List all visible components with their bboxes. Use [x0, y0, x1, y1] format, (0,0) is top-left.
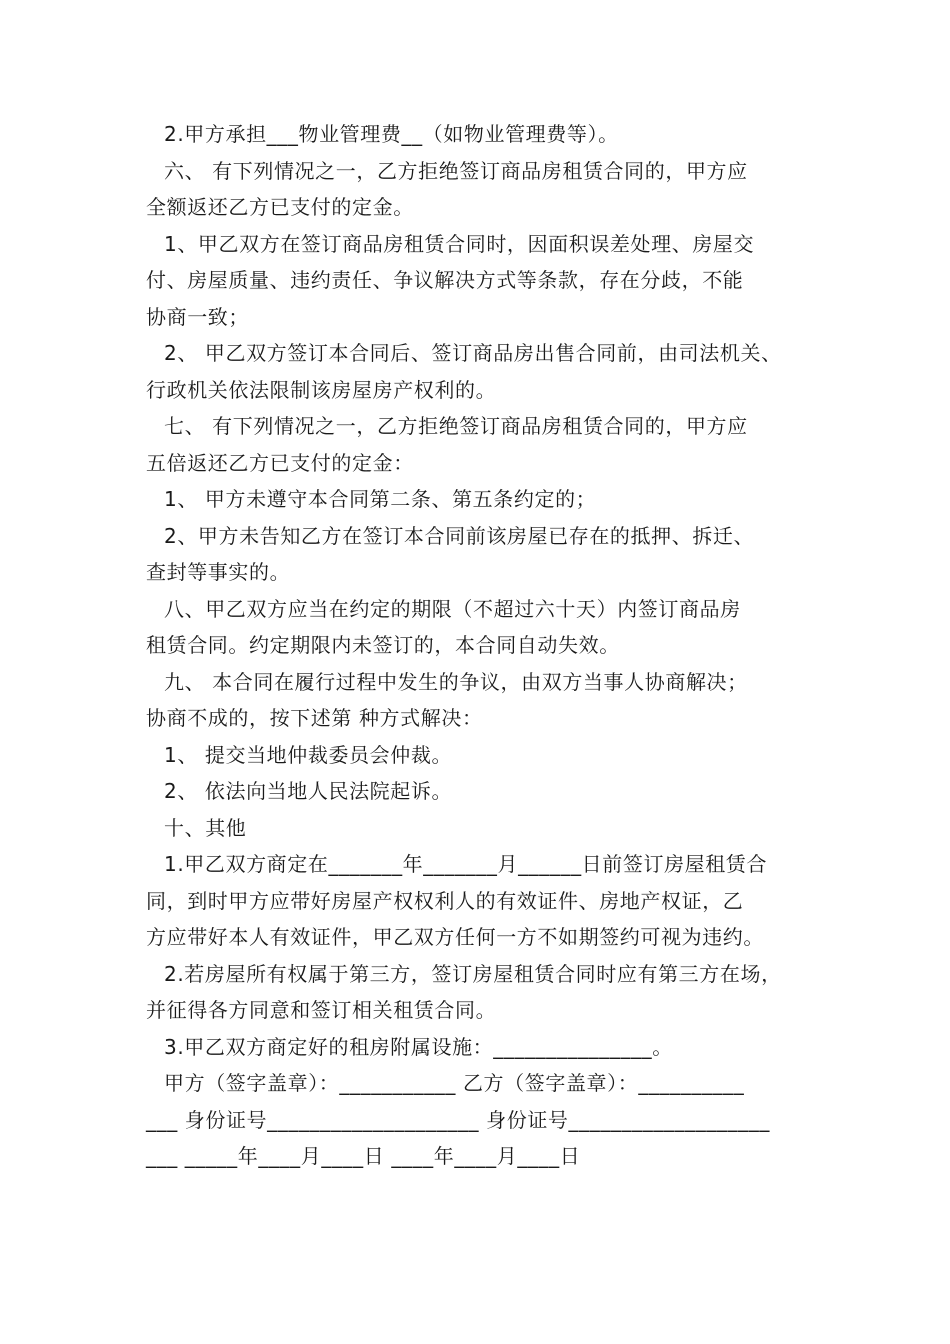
clause-9-line-1: 九、 本合同在履行过程中发生的争议，由双方当事人协商解决；	[164, 669, 748, 694]
clause-6-item-1-line-1: 1、甲乙双方在签订商品房租赁合同时，因面积误差处理、房屋交	[164, 231, 755, 256]
clause-8-line-2: 租赁合同。约定期限内未签订的，本合同自动失效。	[146, 633, 620, 657]
clause-6-item-2-line-2: 行政机关依法限制该房屋房产权利的。	[146, 377, 497, 402]
clause-6-line-1: 六、 有下列情况之一，乙方拒绝签订商品房租赁合同的，甲方应	[164, 158, 748, 183]
clause-10-item-1-line-1: 1.甲乙双方商定在_______年_______月______日前签订房屋租赁合	[164, 852, 768, 876]
clause-5-item-2-line-1: 2.甲方承担___物业管理费__（如物业管理费等）。	[164, 122, 619, 146]
clause-10-heading: 十、其他	[164, 815, 247, 840]
clause-6-item-1-line-2: 付、房屋质量、违约责任、争议解决方式等条款，存在分歧，不能	[146, 268, 744, 292]
clause-8-line-1: 八、甲乙双方应当在约定的期限（不超过六十天）内签订商品房	[164, 596, 741, 621]
clause-7-line-1: 七、 有下列情况之一，乙方拒绝签订商品房租赁合同的，甲方应	[164, 414, 748, 438]
clause-10-item-1-line-3: 方应带好本人有效证件，甲乙双方任何一方不如期签约可视为违约。	[146, 925, 764, 949]
clause-7-item-2-line-1: 2、甲方未告知乙方在签订本合同前该房屋已存在的抵押、拆迁、	[164, 523, 755, 548]
contract-text-body	[146, 116, 822, 1175]
clause-6-item-2-line-1: 2、 甲乙双方签订本合同后、签订商品房出售合同前，由司法机关、	[164, 341, 782, 365]
clause-10-item-2-line-2: 并征得各方同意和签订相关租赁合同。	[146, 998, 497, 1022]
clause-7-item-1-line-1: 1、 甲方未遵守本合同第二条、第五条约定的；	[164, 487, 597, 511]
signature-line-1: 甲方（签字盖章）：___________ 乙方（签字盖章）：__________	[164, 1071, 745, 1095]
clause-9-line-2: 协商不成的，按下述第 种方式解决：	[146, 706, 483, 730]
clause-7-item-2-line-2: 查封等事实的。	[146, 560, 291, 584]
clause-10-item-3: 3.甲乙双方商定好的租房附属设施：_______________。	[164, 1034, 673, 1059]
clause-7-line-2: 五倍返还乙方已支付的定金：	[146, 450, 414, 475]
clause-10-item-2-line-1: 2.若房屋所有权属于第三方，签订房屋租赁合同时应有第三方在场，	[164, 961, 782, 986]
clause-9-item-1: 1、 提交当地仲裁委员会仲裁。	[164, 742, 453, 767]
clause-6-item-1-line-3: 协商一致；	[146, 304, 249, 329]
signature-date-line: ___ _____年____月____日 ____年____月____日	[146, 1144, 581, 1168]
clause-9-item-2: 2、 依法向当地人民法院起诉。	[164, 779, 453, 803]
clause-10-item-1-line-2: 同，到时甲方应带好房屋产权权利人的有效证件、房地产权证，乙	[146, 888, 744, 913]
clause-6-line-2: 全额返还乙方已支付的定金。	[146, 195, 414, 219]
signature-line-2: ___ 身份证号____________________ 身份证号___________________	[146, 1107, 770, 1132]
